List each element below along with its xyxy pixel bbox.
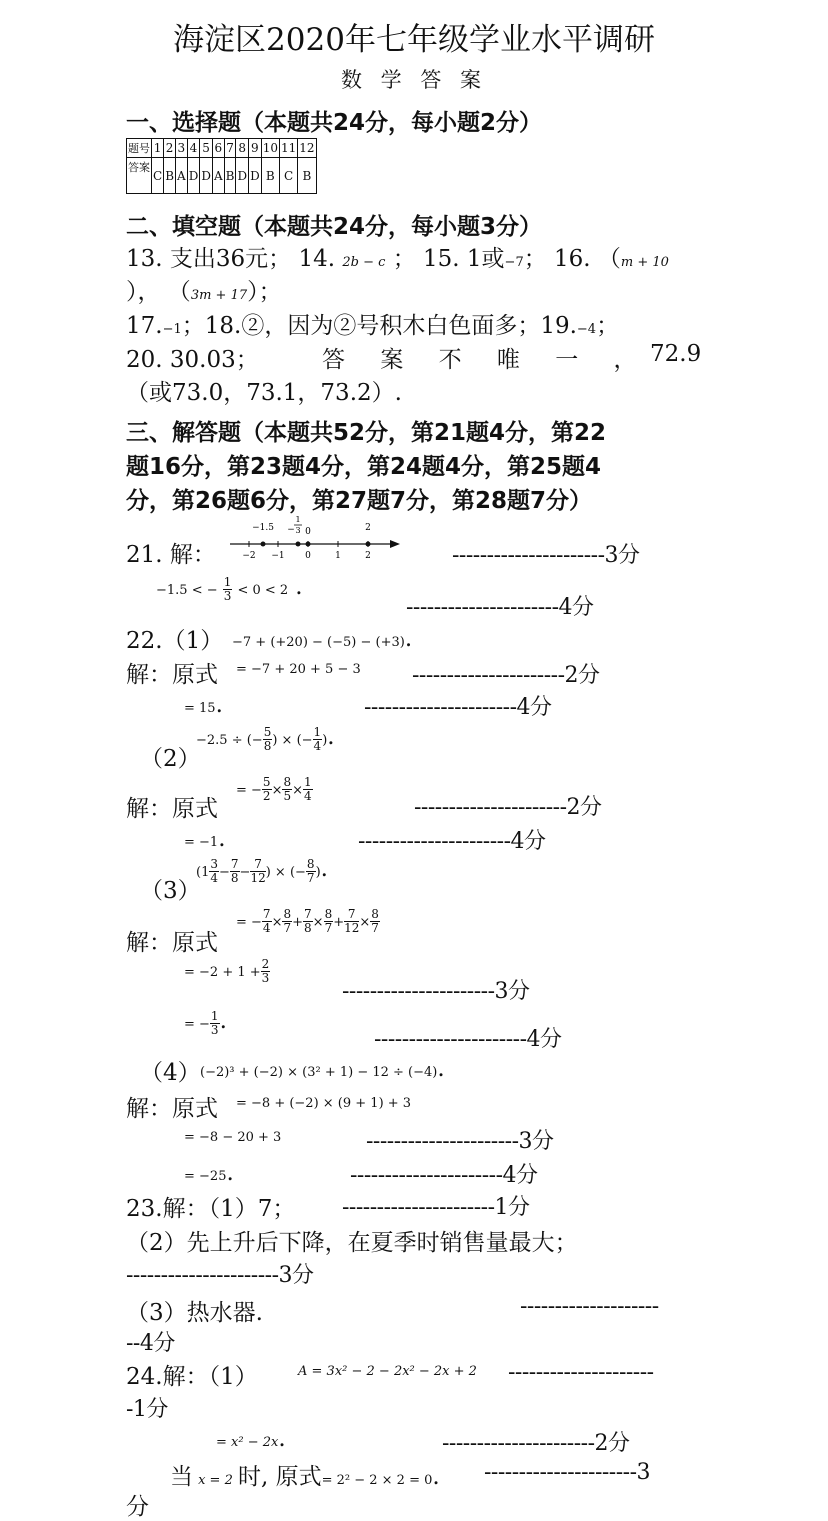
fill-line-4a: 20. 30.03； (126, 347, 259, 373)
table-cell: C (152, 158, 164, 194)
solve-label: 解：原式 (126, 1096, 218, 1122)
table-cell: B (261, 158, 279, 194)
fill-line-4c: 72.9 (650, 341, 702, 367)
q23-line-4: （3）热水器. (126, 1300, 263, 1326)
text: ； (596, 313, 620, 339)
score-dashes: ----------------------4分 (406, 595, 594, 620)
table-cell: 8 (236, 139, 249, 158)
table-cell: 5 (200, 139, 213, 158)
table-cell: C (279, 158, 297, 194)
fill-line-5: （或73.0，73.1，73.2）. (126, 380, 402, 406)
table-cell: 12 (298, 139, 316, 158)
text: 13. 支出36元； 14. (126, 246, 336, 272)
q22-part-4-label: （4） (140, 1060, 201, 1086)
math-step: = −1. (184, 826, 226, 852)
math-step: = −8 − 20 + 3 (184, 1130, 282, 1145)
number-line (224, 516, 410, 562)
section-2-heading: 二、填空题（本题共24分，每小题3分） (126, 214, 543, 240)
math-step: = − $\frac{1}{3}$ . (184, 1008, 227, 1037)
score-dashes: ----------------------4分 (358, 829, 546, 854)
table-cell: 4 (187, 139, 200, 158)
score-dashes: ----------------------1分 (342, 1195, 530, 1220)
table-cell: 3 (176, 139, 188, 158)
table-cell: 10 (261, 139, 279, 158)
table-row-answers (127, 158, 317, 194)
text: . (404, 626, 413, 652)
math-step: = − $\frac{7}{4}$ × $\frac{8}{7}$ + $\frac{7}{8}$ × $\frac{8}{7}$ + $\frac{7}{12}$ × $\frac{8}{7}$ (236, 907, 379, 935)
fill-line-1 (126, 240, 669, 273)
table-cell: 7 (224, 139, 236, 158)
score-dashes: ----------------------4分 (350, 1163, 538, 1188)
math-step (184, 692, 223, 718)
table-header-label: 题号 (127, 139, 152, 158)
table-cell: D (236, 158, 249, 194)
point (296, 542, 301, 547)
table-cell: 1 (152, 139, 164, 158)
text: 17. (126, 313, 163, 339)
solve-label: 解：原式 (126, 796, 218, 822)
score-dashes: ----------------------3 (484, 1460, 651, 1485)
section-3-heading-line-3: 分，第26题6分，第27题7分，第28题7分） (126, 488, 593, 514)
fraction: $\frac{1}{3}$ (223, 575, 232, 603)
score-dashes: ----------------------3分 (126, 1263, 314, 1288)
text: ； 16. （ (523, 246, 621, 272)
document-title: 海淀区2020年七年级学业水平调研 (173, 22, 655, 58)
section-3-heading-line-2: 题16分，第23题4分，第24题4分，第25题4 (126, 454, 602, 480)
math-expr: m + 10 (620, 255, 669, 270)
score-dashes: ----------------------3分 (342, 979, 530, 1004)
point (306, 542, 311, 547)
q22-part-4-expr: (−2)³ + (−2) × (3² + 1) − 12 ÷ (−4). (200, 1056, 445, 1082)
math-expr: < 0 < 2 (237, 583, 289, 598)
solve-label: 解：原式 (126, 662, 218, 688)
math-expr: −7 (504, 255, 524, 270)
q22-part-1-label: 22.（1） (126, 628, 224, 654)
score-dashes: ----------------------4分 (374, 1027, 562, 1052)
table-cell: A (176, 158, 188, 194)
tick-label: −2 (242, 551, 256, 561)
table-row-numbers (127, 139, 317, 158)
math-expr: −1.5 < − (156, 583, 218, 598)
point-label: 2 (365, 523, 371, 533)
math-step: = −7 + 20 + 5 − 3 (236, 662, 361, 677)
math-expr: −4 (576, 322, 597, 337)
text: . (295, 574, 303, 600)
point-label: 0 (305, 527, 311, 537)
table-cell: D (200, 158, 213, 194)
table-cell: D (187, 158, 200, 194)
score-dashes: ----------------------4分 (364, 695, 552, 720)
table-cell: B (224, 158, 236, 194)
text: ；18.②，因为②号积木白色面多；19. (181, 313, 577, 339)
solve-label: 解：原式 (126, 930, 218, 956)
point (261, 542, 266, 547)
text: ）， （ (126, 279, 191, 305)
score-dashes: ----------------------3分 (366, 1129, 554, 1154)
score-dashes: -1分 (126, 1397, 168, 1422)
math-step: = −25. (184, 1160, 234, 1186)
table-cell: 2 (164, 139, 176, 158)
arrow-icon (390, 540, 400, 548)
q23-line-2: （2）先上升后下降，在夏季时销售量最大； (126, 1230, 578, 1256)
math-expr: A = 3x² − 2 − 2x² − 2x + 2 (298, 1364, 477, 1379)
q21-label: 21. 解： (126, 542, 216, 568)
point-label: 3 (295, 526, 301, 535)
score-dashes: --4分 (126, 1331, 175, 1356)
score-dashes: ----------------------3分 (452, 543, 640, 568)
q22-part-3-label: （3） (140, 878, 201, 904)
table-cell: B (164, 158, 176, 194)
q22-part-2-expr: −2.5 ÷ (− $\frac{5}{8}$ ) × (− $\frac{1}{4}$ ). (196, 724, 335, 753)
tick-label: 1 (335, 551, 341, 561)
tick-label: 2 (365, 551, 371, 561)
text: ）； (247, 279, 282, 305)
math-expr: −1 (162, 322, 182, 337)
math-expr: 2b − c (342, 255, 386, 270)
text: . (215, 692, 223, 718)
math-step: = − $\frac{5}{2}$ × $\frac{8}{5}$ × $\frac{1}{4}$ (236, 775, 312, 803)
q24-line-4: 当 x = 2 时, 原式= 2² − 2 × 2 = 0. (170, 1464, 440, 1490)
section-3-heading-line-1: 三、解答题（本题共52分，第21题4分，第22 (126, 420, 607, 446)
q21-inequality (156, 574, 303, 603)
tick-label: 0 (305, 551, 311, 561)
math-expr: 3m + 17 (190, 288, 248, 303)
point-label: − (287, 525, 295, 535)
q22-part-3-expr: (1 $\frac{3}{4}$ − $\frac{7}{8}$ − $\frac{7}{12}$ ) × (− $\frac{8}{7}$ ). (196, 856, 328, 885)
math-expr: −7 + (+20) − (−5) − (+3) (232, 635, 405, 650)
table-cell: 11 (279, 139, 297, 158)
point-label: −1.5 (252, 523, 274, 533)
table-header-label: 答案 (127, 158, 152, 194)
math-step: = x² − 2x. (216, 1426, 286, 1452)
tick-label: −1 (271, 551, 285, 561)
table-cell: A (212, 158, 224, 194)
math-step: = −8 + (−2) × (9 + 1) + 3 (236, 1096, 412, 1111)
fill-line-4b: 答 案 不 唯 一 ， (322, 347, 651, 373)
document-subtitle: 数 学 答 案 (340, 68, 488, 92)
q23-line-1: 23.解：（1）7； (126, 1196, 296, 1222)
fill-line-3 (126, 307, 619, 340)
score-dashes: ----------------------2分 (412, 663, 600, 688)
score-dashes: ----------------------2分 (414, 795, 602, 820)
answer-table (126, 138, 317, 194)
table-cell: B (298, 158, 316, 194)
q24-line-1: 24.解：（1） (126, 1364, 258, 1390)
math-step: = −2 + 1 + $\frac{2}{3}$ (184, 957, 270, 985)
section-1-heading: 一、选择题（本题共24分，每小题2分） (126, 110, 543, 136)
point (366, 542, 371, 547)
table-cell: 9 (249, 139, 262, 158)
table-cell: D (249, 158, 262, 194)
q24-line-5: 分 (126, 1494, 149, 1520)
score-dashes: --------------------- (508, 1360, 654, 1385)
point-label: 1 (295, 516, 301, 524)
q22-part-2-label: （2） (140, 746, 201, 772)
math-expr: = 15 (184, 701, 216, 716)
fill-line-2 (126, 273, 282, 306)
score-dashes: ----------------------2分 (442, 1431, 630, 1456)
score-dashes: -------------------- (520, 1294, 659, 1319)
text: ； 15. 1或 (392, 246, 505, 272)
q22-part-1-expr (232, 626, 412, 652)
table-cell: 6 (212, 139, 224, 158)
